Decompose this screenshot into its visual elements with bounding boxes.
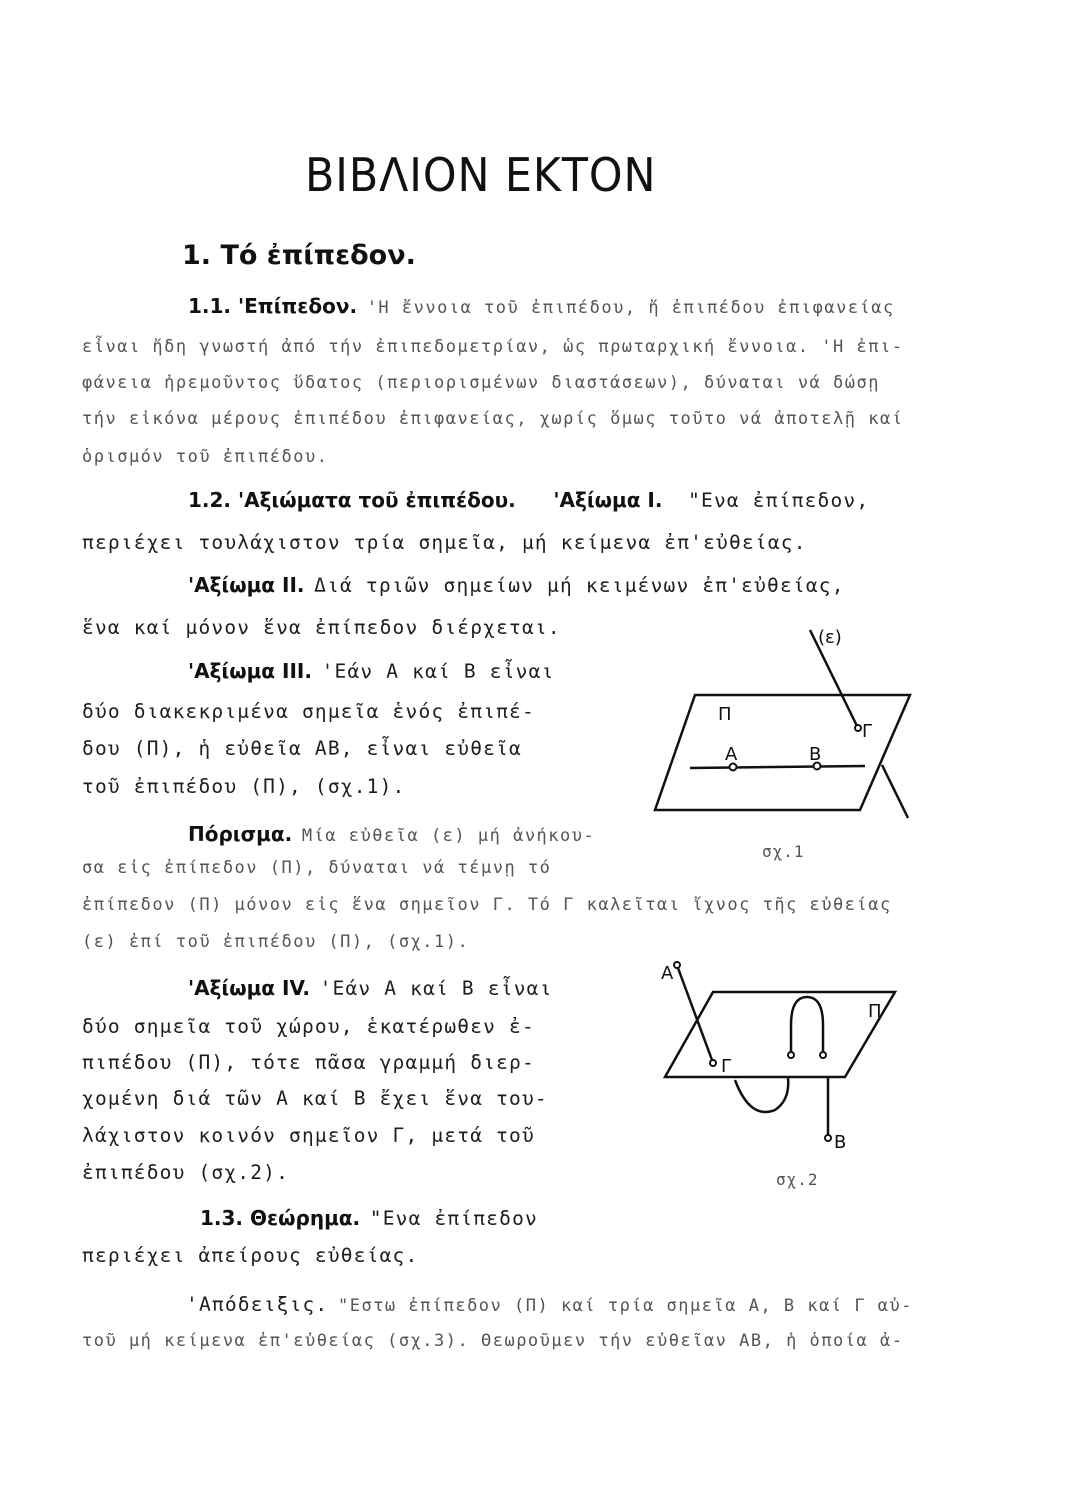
text-line: περιέχει τουλάχιστον τρία σημεῖα, μή κείμενα ἐπ'εὐθείας. [82,531,807,554]
label-gamma: Γ [862,721,873,742]
text-line: πιπέδου (Π), τότε πᾶσα γραμμή διερ- [82,1051,535,1074]
text-line: περιέχει ἀπείρους εὐθείας. [82,1244,419,1267]
text-line: δου (Π), ἡ εὐθεῖα ΑΒ, εἶναι εὐθεῖα [82,737,522,760]
section-1-2-first-line [188,488,869,512]
figure-2 [650,955,910,1165]
text-line: δύο σημεῖα τοῦ χώρου, ἑκατέρωθεν ἐ- [82,1015,535,1038]
text-line: ὁρισμόν τοῦ ἐπιπέδου. [82,447,329,467]
text-line: σα εἰς ἐπίπεδον (Π), δύναται νά τέμνῃ τό [82,858,552,878]
label-b: Β [834,1132,847,1153]
text-line: λάχιστον κοινόν σημεῖον Γ, μετά τοῦ [82,1124,535,1147]
text-line: "Εστω ἐπίπεδον (Π) καί τρία σημεῖα Α, Β καί Γ αὐ- [337,1296,913,1316]
text-line: "Ενα ἐπίπεδον [369,1207,538,1230]
text-line: φάνεια ἠρεμοῦντος ὕδατος (περιορισμένων διαστάσεων), δύναται νά δώσῃ [82,373,880,393]
label-gamma: Γ [721,1056,732,1077]
text-line: 'Εάν Α καί Β εἶναι [319,977,553,1000]
text-line: τοῦ μή κείμενα ἐπ'εὐθείας (σχ.3). Θεωροῦμεν τήν εὐθεῖαν ΑΒ, ἡ ὁποία ἀ- [82,1331,904,1351]
label-plane: Π [868,1001,882,1022]
text-line: χομένη διά τῶν Α καί Β ἔχει ἕνα του- [82,1087,548,1110]
axiom-4-first-line [188,976,553,1000]
axiom-3-first-line [188,659,555,683]
line-ab [690,766,865,768]
chapter-heading: 1. Τό ἐπίπεδον. [182,240,416,271]
curve-end-right [820,1052,826,1058]
label-b: Β [809,744,822,765]
point-gamma [710,1060,716,1066]
text-line: "Ενα ἐπίπεδον, [688,489,870,512]
text-line: Μία εὐθεῖα (ε) μή ἀνήκου- [301,826,596,846]
axiom-4-label: 'Αξίωμα IV. [188,976,310,1000]
figure-1-caption: σχ.1 [762,842,805,861]
text-line: εἶναι ἤδη γνωστή ἀπό τήν ἐπιπεδομετρίαν, ὡς πρωταρχική ἔννοια. 'Η ἐπι- [82,337,904,357]
text-line: (ε) ἐπί τοῦ ἐπιπέδου (Π), (σχ.1). [82,932,470,952]
section-1-3-first-line [200,1206,538,1230]
text-line: Διά τριῶν σημείων μή κειμένων ἐπ'εὐθείας, [314,574,845,597]
label-epsilon: (ε) [818,627,842,648]
plane-parallelogram [655,695,910,810]
point-b [825,1135,831,1141]
plane-parallelogram [665,992,895,1077]
figure-1 [640,615,940,875]
curve-end-left [788,1052,794,1058]
axiom-2-label: 'Αξίωμα II. [188,573,305,597]
line-epsilon-lower [882,765,908,818]
point-a [674,962,680,968]
proof-label: 'Απόδειξις. [186,1293,329,1316]
axiom-3-label: 'Αξίωμα III. [188,659,312,683]
section-1-2-heading: 1.2. 'Αξιώματα τοῦ ἐπιπέδου. [188,488,516,512]
text-line: δύο διακεκριμένα σημεῖα ἑνός ἐπιπέ- [82,700,535,723]
text-line: ἕνα καί μόνον ἕνα ἐπίπεδον διέρχεται. [82,616,561,639]
axiom-1-label: 'Αξίωμα I. [553,488,663,512]
section-1-1-first-line [188,294,895,318]
proof-first-line [186,1293,913,1316]
section-1-1-heading: 1.1. 'Επίπεδον. [188,294,358,318]
corollary-first-line [188,822,595,846]
text-line: τήν εἰκόνα μέρους ἐπιπέδου ἐπιφανείας, χωρίς ὅμως τοῦτο νά ἀποτελῇ καί [82,409,904,429]
figure-2-caption: σχ.2 [776,1170,819,1189]
book-title: ΒΙΒΛΙΟΝ ΕΚΤΟΝ [305,148,657,202]
point-gamma [855,725,861,731]
curve-arch [791,997,823,1052]
axiom-2-first-line [188,573,845,597]
curve-below-plane [735,1078,788,1112]
text-line: 'Η ἔννοια τοῦ ἐπιπέδου, ἤ ἐπιπέδου ἐπιφανείας [366,298,895,318]
text-line: τοῦ ἐπιπέδου (Π), (σχ.1). [82,775,406,798]
section-1-3-heading: 1.3. Θεώρημα. [200,1206,361,1230]
text-line: ἐπίπεδον (Π) μόνον εἰς ἕνα σημεῖον Γ. Τό Γ καλεῖται ἴχνος τῆς εὐθείας [82,895,892,915]
corollary-label: Πόρισμα. [188,822,293,846]
text-line: ἐπιπέδου (σχ.2). [82,1161,290,1184]
label-a: Α [661,963,674,984]
label-plane: Π [718,704,732,725]
text-line: 'Εάν Α καί Β εἶναι [321,660,555,683]
label-a: Α [725,744,738,765]
